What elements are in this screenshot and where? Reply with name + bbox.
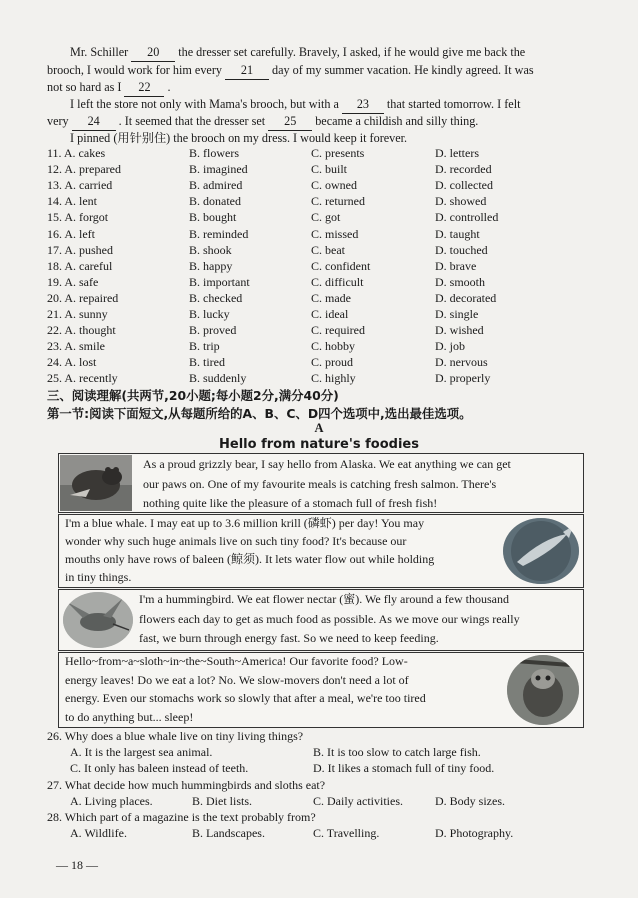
story-line-3 xyxy=(47,79,171,97)
page-number: — 18 — xyxy=(56,858,98,872)
option-row xyxy=(47,371,607,387)
option-d[interactable]: D. collected xyxy=(435,178,493,193)
option-a[interactable]: 20. A. repaired xyxy=(47,290,119,305)
blank-22: 22 xyxy=(124,79,164,97)
text: that started tomorrow. I felt xyxy=(386,97,521,111)
option-d[interactable]: D. taught xyxy=(435,226,480,241)
question-26: 26. Why does a blue whale live on tiny living things? xyxy=(47,729,304,743)
section-instruction: 第一节:阅读下面短文,从每题所给的A、B、C、D四个选项中,选出最佳选项。 xyxy=(47,406,472,421)
option-c[interactable]: C. got xyxy=(311,210,341,225)
whale-line: in tiny things. xyxy=(65,570,132,584)
whale-line: mouths only have rows of baleen (鲸须). It lets water flow out while holding xyxy=(65,552,435,566)
sloth-line: Hello~from~a~sloth~in~the~South~America! Our favorite food? Low- xyxy=(65,654,408,668)
option-b[interactable]: B. shook xyxy=(189,242,232,257)
option-row xyxy=(47,307,607,323)
whale-photo xyxy=(503,518,579,584)
option-d[interactable]: D. wished xyxy=(435,323,484,338)
text: I left the store not only with Mama's brooch, but with a xyxy=(70,97,339,111)
option-a[interactable]: 19. A. safe xyxy=(47,274,99,289)
option-b[interactable]: B. admired xyxy=(189,178,243,193)
q27-option-b[interactable]: B. Diet lists. xyxy=(192,794,253,808)
bear-line: our paws on. One of my favourite meals is catching fresh salmon. There's xyxy=(143,476,497,491)
blank-23: 23 xyxy=(342,96,384,114)
whale-text xyxy=(65,514,434,586)
blank-20: 20 xyxy=(131,44,175,62)
option-b[interactable]: B. lucky xyxy=(189,307,230,321)
option-c[interactable]: C. returned xyxy=(311,194,365,209)
text: . xyxy=(167,80,171,94)
option-a[interactable]: 22. A. thought xyxy=(47,323,116,338)
option-a[interactable]: 24. A. lost xyxy=(47,355,97,370)
q27-option-c[interactable]: C. Daily activities. xyxy=(313,794,403,808)
option-d[interactable]: D. letters xyxy=(435,146,479,160)
q26-option-a[interactable]: A. It is the largest sea animal. xyxy=(70,745,213,759)
option-row xyxy=(47,291,607,307)
option-row xyxy=(47,210,607,226)
option-d[interactable]: D. smooth xyxy=(435,274,486,289)
option-d[interactable]: D. recorded xyxy=(435,162,492,177)
option-row xyxy=(47,162,607,178)
option-a[interactable]: 11. A. cakes xyxy=(47,146,106,160)
blank-25: 25 xyxy=(268,113,312,131)
blank-21: 21 xyxy=(225,62,269,80)
q26-option-b[interactable]: B. It is too slow to catch large fish. xyxy=(313,745,481,759)
hummingbird-box xyxy=(58,589,584,651)
option-c[interactable]: C. owned xyxy=(311,178,357,193)
option-a[interactable]: 13. A. carried xyxy=(47,178,113,193)
q26-option-c[interactable]: C. It only has baleen instead of teeth. xyxy=(70,761,249,775)
option-b[interactable]: B. imagined xyxy=(189,162,248,177)
q28-option-a[interactable]: A. Wildlife. xyxy=(70,826,127,840)
text: day of my summer vacation. He kindly agreed. It was xyxy=(271,63,534,77)
option-row xyxy=(47,339,607,355)
option-a[interactable]: 12. A. prepared xyxy=(47,162,121,177)
sloth-photo xyxy=(507,655,579,725)
text: became a childish and silly thing. xyxy=(315,114,479,128)
option-row xyxy=(47,194,607,210)
whale-line: I'm a blue whale. I may eat up to 3.6 million krill (磷虾) per day! You may xyxy=(65,516,425,530)
bear-box xyxy=(58,453,584,513)
bear-text xyxy=(143,455,511,514)
option-d[interactable]: D. touched xyxy=(435,242,488,257)
whale-line: wonder why such huge animals live on such tiny food? It's because our xyxy=(65,534,407,548)
option-d[interactable]: D. single xyxy=(435,307,479,321)
story-line-2 xyxy=(47,62,534,80)
option-a[interactable]: 21. A. sunny xyxy=(47,307,108,321)
option-row xyxy=(47,259,607,275)
hummingbird-image xyxy=(63,592,133,648)
q28-option-d[interactable]: D. Photography. xyxy=(435,826,514,840)
option-a[interactable]: 18. A. careful xyxy=(47,258,113,273)
passage-letter: A xyxy=(314,421,324,435)
bear-line: nothing quite like the pleasure of a stomach full of fresh fish! xyxy=(143,496,438,510)
option-b[interactable]: B. proved xyxy=(189,323,237,338)
option-b[interactable]: B. important xyxy=(189,274,250,289)
option-a[interactable]: 23. A. smile xyxy=(47,339,106,354)
option-a[interactable]: 14. A. lent xyxy=(47,194,97,209)
option-d[interactable]: D. decorated xyxy=(435,290,497,305)
hummingbird-line: I'm a hummingbird. We eat flower nectar (蜜). We fly around a few thousand xyxy=(139,592,510,606)
hummingbird-photo xyxy=(63,592,133,648)
bear-photo xyxy=(60,455,132,511)
option-c[interactable]: C. highly xyxy=(311,371,356,386)
option-d[interactable]: D. brave xyxy=(435,258,477,273)
option-d[interactable]: D. controlled xyxy=(435,210,499,225)
sloth-box xyxy=(58,652,584,728)
option-c[interactable]: C. beat xyxy=(311,242,345,257)
option-c[interactable]: C. ideal xyxy=(311,307,349,321)
option-row xyxy=(47,275,607,291)
hummingbird-line: flowers each day to get as much food as possible. As we move our wings really xyxy=(139,611,520,626)
option-b[interactable]: B. tired xyxy=(189,355,225,370)
text: Mr. Schiller xyxy=(70,45,129,59)
option-row xyxy=(47,243,607,259)
option-a[interactable]: 16. A. left xyxy=(47,226,95,241)
option-c[interactable]: C. missed xyxy=(311,226,359,241)
text: brooch, I would work for him every xyxy=(47,63,222,77)
option-a[interactable]: 15. A. forgot xyxy=(47,210,109,225)
option-row xyxy=(47,323,607,339)
sloth-line: to do anything but... sleep! xyxy=(65,709,194,724)
sloth-line: energy. Even our stomachs work so slowly that after a meal, we're too tired xyxy=(65,691,426,705)
q28-option-c[interactable]: C. Travelling. xyxy=(313,826,380,840)
option-c[interactable]: C. required xyxy=(311,323,365,338)
option-a[interactable]: 17. A. pushed xyxy=(47,242,113,257)
option-c[interactable]: C. presents xyxy=(311,146,365,160)
option-c[interactable]: C. confident xyxy=(311,258,371,273)
option-c[interactable]: C. proud xyxy=(311,355,353,370)
story-line-4 xyxy=(70,96,521,114)
option-d[interactable]: D. showed xyxy=(435,194,487,209)
option-b[interactable]: B. donated xyxy=(189,194,241,209)
story-line-1 xyxy=(70,44,525,62)
option-row xyxy=(47,178,607,194)
bear-line: As a proud grizzly bear, I say hello from Alaska. We eat anything we can get xyxy=(143,457,511,471)
option-row xyxy=(47,227,607,243)
sloth-image xyxy=(507,655,579,725)
question-27: 27. What decide how much hummingbirds and sloths eat? xyxy=(47,778,326,792)
option-b[interactable]: B. happy xyxy=(189,258,233,273)
option-c[interactable]: C. difficult xyxy=(311,274,364,289)
option-b[interactable]: B. suddenly xyxy=(189,371,247,386)
q27-option-d[interactable]: D. Body sizes. xyxy=(435,794,505,808)
option-b[interactable]: B. checked xyxy=(189,290,243,305)
option-b[interactable]: B. flowers xyxy=(189,146,239,160)
text: the dresser set carefully. Bravely, I asked, if he would give me back the xyxy=(178,45,526,59)
option-d[interactable]: D. job xyxy=(435,339,465,354)
option-c[interactable]: C. built xyxy=(311,162,348,177)
blank-24: 24 xyxy=(72,113,116,131)
option-c[interactable]: C. made xyxy=(311,290,351,305)
option-row xyxy=(47,355,607,371)
sloth-line: energy leaves! Do we eat a lot? No. We slow-movers don't need a lot of xyxy=(65,672,409,687)
option-a[interactable]: 25. A. recently xyxy=(47,371,118,386)
q28-option-b[interactable]: B. Landscapes. xyxy=(192,826,265,840)
option-b[interactable]: B. bought xyxy=(189,210,237,225)
text: very xyxy=(47,114,69,128)
whale-image xyxy=(503,518,579,584)
text: not so hard as I xyxy=(47,80,122,94)
story-line-5 xyxy=(47,113,478,131)
story-line-6: I pinned (用针别住) the brooch on my dress. I would keep it forever. xyxy=(70,131,408,145)
q26-option-d[interactable]: D. It likes a stomach full of tiny food. xyxy=(313,761,495,775)
option-c[interactable]: C. hobby xyxy=(311,339,356,354)
question-28: 28. Which part of a magazine is the text probably from? xyxy=(47,810,316,824)
option-row xyxy=(47,146,607,162)
option-b[interactable]: B. reminded xyxy=(189,226,249,241)
bear-image xyxy=(60,455,132,511)
option-d[interactable]: D. nervous xyxy=(435,355,488,370)
q27-option-a[interactable]: A. Living places. xyxy=(70,794,153,808)
option-d[interactable]: D. properly xyxy=(435,371,491,386)
hummingbird-text xyxy=(139,590,520,649)
passage-title: Hello from nature's foodies xyxy=(219,437,419,452)
text: . It seemed that the dresser set xyxy=(118,114,266,128)
option-b[interactable]: B. trip xyxy=(189,339,220,354)
sloth-text xyxy=(65,652,426,726)
section-heading: 三、阅读理解(共两节,20小题;每小题2分,满分40分) xyxy=(47,388,339,403)
hummingbird-line: fast, we burn through energy fast. So we need to keep feeding. xyxy=(139,631,439,645)
whale-box xyxy=(58,514,584,588)
